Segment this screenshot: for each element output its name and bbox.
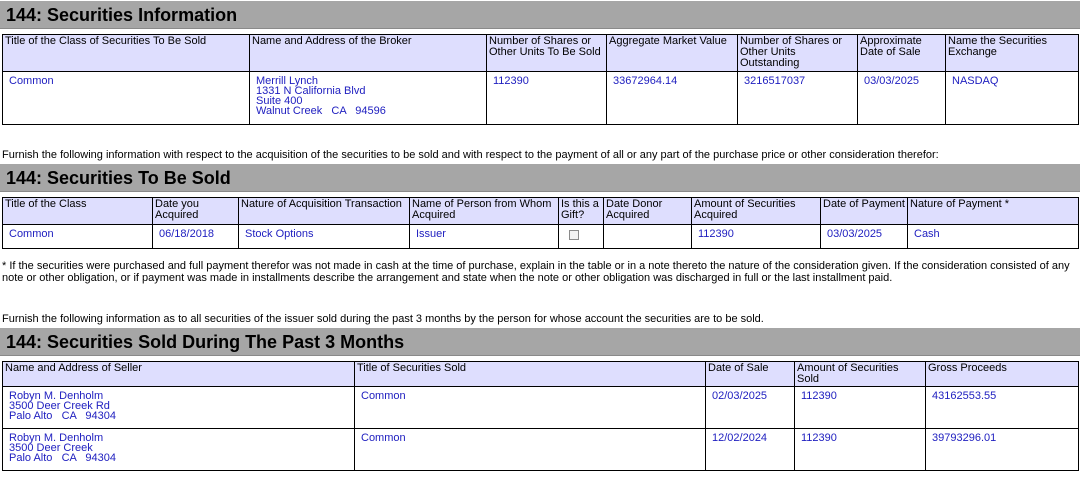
acquired-from-value: Issuer (410, 225, 559, 249)
gross-proceeds-value: 43162553.55 (926, 387, 1079, 429)
acquisition-instruction: Furnish the following information with respect to the acquisition of the securities to be sold and with respect to the payment of all or any part of the purchase price or other consideration therefor: (2, 149, 939, 161)
col-header-amount-sold: Amount of Securities Sold (795, 362, 926, 387)
amount-acquired-value: 112390 (692, 225, 821, 249)
col-header-donor-date: Date Donor Acquired (604, 198, 692, 225)
col-header-market-value: Aggregate Market Value (607, 35, 738, 72)
securities-information-header: 144: Securities Information (0, 1, 1080, 29)
col-header-gross-proceeds: Gross Proceeds (926, 362, 1079, 387)
sale-date-value: 12/02/2024 (706, 429, 795, 471)
broker-address-line: Suite 400 (256, 95, 303, 107)
col-header-is-gift: Is this a Gift? (559, 198, 604, 225)
seller-name: Robyn M. Denholm (9, 390, 104, 402)
col-header-acquisition-nature: Nature of Acquisition Transaction (239, 198, 410, 225)
payment-footnote: * If the securities were purchased and full payment therefor was not made in cash at the time of purchase, explain in the table or in a note thereto the nature of the consideration given. If the consideration consisted of any note or other obligation, or if payment was made in installments describe the arrangement and state when the note or other obligation was discharged in full or the last installment paid. (2, 260, 1070, 284)
sale-date-value: 02/03/2025 (706, 387, 795, 429)
col-header-seller: Name and Address of Seller (3, 362, 355, 387)
amount-sold-value: 112390 (795, 429, 926, 471)
col-header-payment-date: Date of Payment (821, 198, 908, 225)
col-header-class: Title of the Class (3, 198, 153, 225)
gift-cell (559, 225, 604, 249)
securities-sold-past-3-months-header: 144: Securities Sold During The Past 3 Months (0, 328, 1080, 356)
table-row (3, 429, 1079, 471)
date-acquired-value: 06/18/2018 (153, 225, 239, 249)
col-header-date-acquired: Date you Acquired (153, 198, 239, 225)
broker-address (250, 72, 487, 125)
exchange-value: NASDAQ (946, 72, 1079, 125)
securities-information-table (2, 34, 1079, 125)
col-header-class-title: Title of the Class of Securities To Be Sold (3, 35, 250, 72)
broker-address-line: Walnut Creek CA 94596 (256, 105, 386, 117)
securities-to-be-sold-header: 144: Securities To Be Sold (0, 164, 1080, 192)
date-of-sale-value: 03/03/2025 (858, 72, 946, 125)
col-header-shares-to-sell: Number of Shares or Other Units To Be Sold (487, 35, 607, 72)
seller-address-line: 3500 Deer Creek (9, 442, 93, 454)
shares-to-sell-value: 112390 (487, 72, 607, 125)
acquisition-nature-value: Stock Options (239, 225, 410, 249)
securities-sold-table (2, 361, 1079, 471)
table-row (3, 387, 1079, 429)
seller-address-line: 3500 Deer Creek Rd (9, 400, 110, 412)
amount-sold-value: 112390 (795, 387, 926, 429)
gross-proceeds-value: 39793296.01 (926, 429, 1079, 471)
seller-address-line: Palo Alto CA 94304 (9, 452, 117, 464)
table-row (3, 225, 1079, 249)
seller-address-line: Palo Alto CA 94304 (9, 410, 117, 422)
col-header-amount-acquired: Amount of Securities Acquired (692, 198, 821, 225)
col-header-payment-nature: Nature of Payment * (908, 198, 1079, 225)
market-value-value: 33672964.14 (607, 72, 738, 125)
col-header-acquired-from: Name of Person from Whom Acquired (410, 198, 559, 225)
past-sales-instruction: Furnish the following information as to all securities of the issuer sold during the past 3 months by the person for whose account the securities are to be sold. (2, 313, 764, 325)
broker-address-line: 1331 N California Blvd (256, 85, 366, 97)
payment-nature-value: Cash (908, 225, 1079, 249)
shares-outstanding-value: 3216517037 (738, 72, 858, 125)
col-header-broker: Name and Address of the Broker (250, 35, 487, 72)
col-header-sale-date: Date of Sale (706, 362, 795, 387)
seller-name: Robyn M. Denholm (9, 432, 104, 444)
securities-to-be-sold-table (2, 197, 1079, 249)
col-header-date-of-sale: Approximate Date of Sale (858, 35, 946, 72)
col-header-title-sold: Title of Securities Sold (355, 362, 706, 387)
class-value: Common (3, 225, 153, 249)
payment-date-value: 03/03/2025 (821, 225, 908, 249)
donor-date-value (604, 225, 692, 249)
title-sold-value: Common (355, 387, 706, 429)
seller-address (3, 387, 355, 429)
table-row (3, 72, 1079, 125)
col-header-shares-outstanding: Number of Shares or Other Units Outstanding (738, 35, 858, 72)
gift-checkbox[interactable] (569, 230, 579, 240)
class-title-value: Common (3, 72, 250, 125)
seller-address (3, 429, 355, 471)
col-header-exchange: Name the Securities Exchange (946, 35, 1079, 72)
broker-name: Merrill Lynch (256, 75, 318, 87)
title-sold-value: Common (355, 429, 706, 471)
